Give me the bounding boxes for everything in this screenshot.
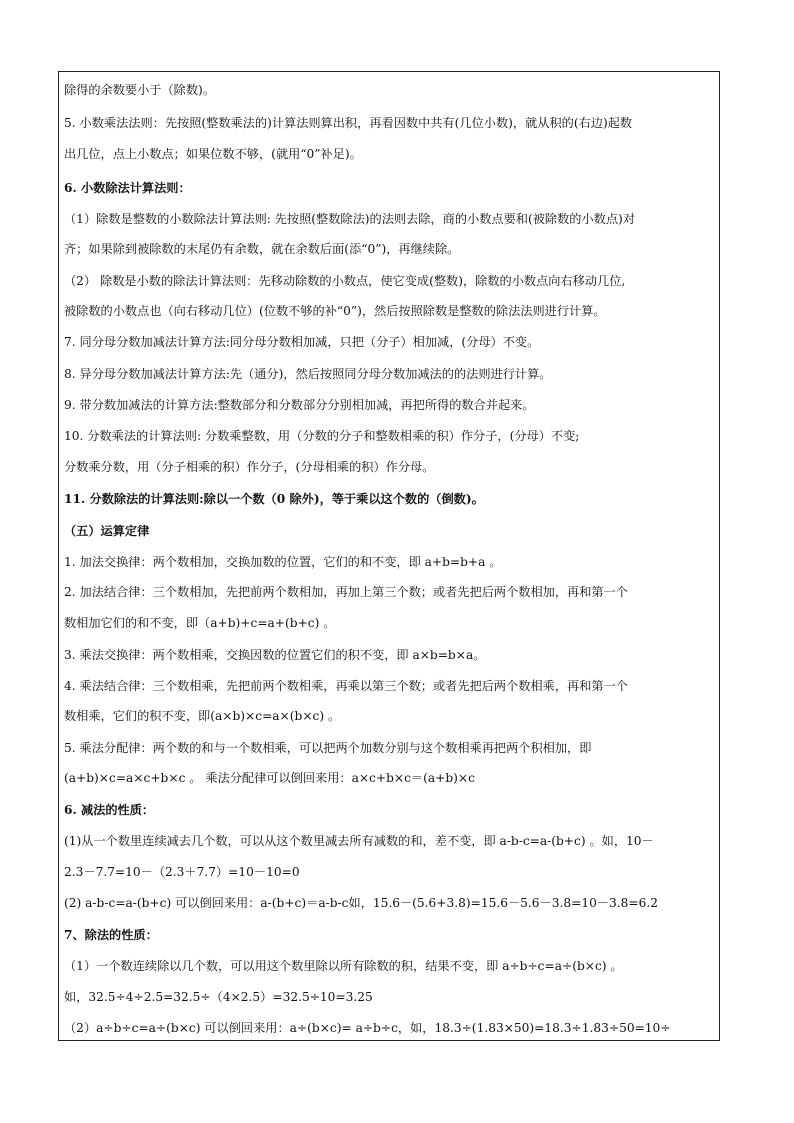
section-heading: （五）运算定律 xyxy=(64,524,150,538)
section-heading: 11. 分数除法的计算法则:除以一个数（0 除外)，等于乘以这个数的（倒数)。 xyxy=(64,492,484,506)
text-line: （1）除数是整数的小数除法计算法则: 先按照(整数除法)的法则去除，商的小数点要和(被除数的小数点)对 xyxy=(64,212,636,226)
text-line: 3. 乘法交换律：两个数相乘，交换因数的位置它们的积不变，即 a×b=b×a。 xyxy=(64,648,486,662)
text-line: （1）一个数连续除以几个数，可以用这个数里除以所有除数的积，结果不变，即 a÷b÷c=a÷(b×c) 。 xyxy=(64,959,623,973)
text-line: 10. 分数乘法的计算法则: 分数乘整数，用（分数的分子和整数相乘的积）作分子，(分母）不变; xyxy=(64,429,580,443)
text-line: （2）a÷b÷c=a÷(b×c) 可以倒回来用：a÷(b×c)= a÷b÷c，如，18.3÷(1.83×50)=18.3÷1.83÷50=10÷ xyxy=(64,1021,671,1035)
text-line: 5. 小数乘法法则：先按照(整数乘法的)计算法则算出积，再看因数中共有(几位小数)，就从积的(右边)起数 xyxy=(64,116,633,130)
text-line: (2) a-b-c=a-(b+c) 可以倒回来用：a-(b+c)＝a-b-c如，15.6－(5.6+3.8)=15.6－5.6－3.8=10－3.8=6.2 xyxy=(64,896,659,910)
text-line: (1)从一个数里连续减去几个数，可以从这个数里减去所有减数的和，差不变，即 a-b-c=a-(b+c) 。如，10－ xyxy=(64,834,654,848)
text-line: 8. 异分母分数加减法计算方法:先（通分)，然后按照同分母分数加减法的的法则进行计算。 xyxy=(64,367,552,381)
text-line: 分数乘分数，用（分子相乘的积）作分子，(分母相乘的积）作分母。 xyxy=(64,460,435,474)
text-line: 4. 乘法结合律：三个数相乘，先把前两个数相乘，再乘以第三个数；或者先把后两个数相乘，再和第一个 xyxy=(64,679,628,693)
text-line: （2） 除数是小数的除法计算法则：先移动除数的小数点，使它变成(整数)，除数的小数点向右移动几位, xyxy=(64,274,626,288)
text-line: 如，32.5÷4÷2.5=32.5÷（4×2.5）=32.5÷10=3.25 xyxy=(64,990,373,1004)
text-line: 齐；如果除到被除数的末尾仍有余数，就在余数后面(添“0”)，再继续除。 xyxy=(64,242,460,256)
text-line: (a+b)×c=a×c+b×c 。 乘法分配律可以倒回来用：a×c+b×c＝(a+b)×c xyxy=(64,771,475,785)
text-line: 9. 带分数加减法的计算方法:整数部分和分数部分分别相加减，再把所得的数合并起来。 xyxy=(64,398,535,412)
text-line: 5. 乘法分配律：两个数的和与一个数相乘，可以把两个加数分别与这个数相乘再把两个积相加，即 xyxy=(64,741,592,755)
text-line: 1. 加法交换律：两个数相加，交换加数的位置，它们的和不变，即 a+b=b+a 。 xyxy=(64,555,502,569)
text-line: 2.3－7.7=10－（2.3＋7.7）=10－10=0 xyxy=(64,865,300,879)
text-line: 出几位，点上小数点；如果位数不够，(就用“0”补足)。 xyxy=(64,147,362,161)
text-line: 除得的余数要小于（除数)。 xyxy=(64,83,216,97)
text-line: 被除数的小数点也（向右移动几位）(位数不够的补“0”)，然后按照除数是整数的除法法则进行计算。 xyxy=(64,304,606,318)
section-heading: 7、除法的性质： xyxy=(64,928,158,942)
section-heading: 6. 小数除法计算法则： xyxy=(64,181,191,195)
text-line: 数相加它们的和不变，即（a+b)+c=a+(b+c) 。 xyxy=(64,616,336,630)
text-line: 数相乘，它们的积不变，即(a×b)×c=a×(b×c) 。 xyxy=(64,709,341,723)
text-line: 7. 同分母分数加减法计算方法:同分母分数相加减，只把（分子）相加减，(分母）不变。 xyxy=(64,335,540,349)
text-line: 2. 加法结合律：三个数相加，先把前两个数相加，再加上第三个数；或者先把后两个数相加，再和第一个 xyxy=(64,585,628,599)
section-heading: 6. 减法的性质： xyxy=(64,803,155,817)
